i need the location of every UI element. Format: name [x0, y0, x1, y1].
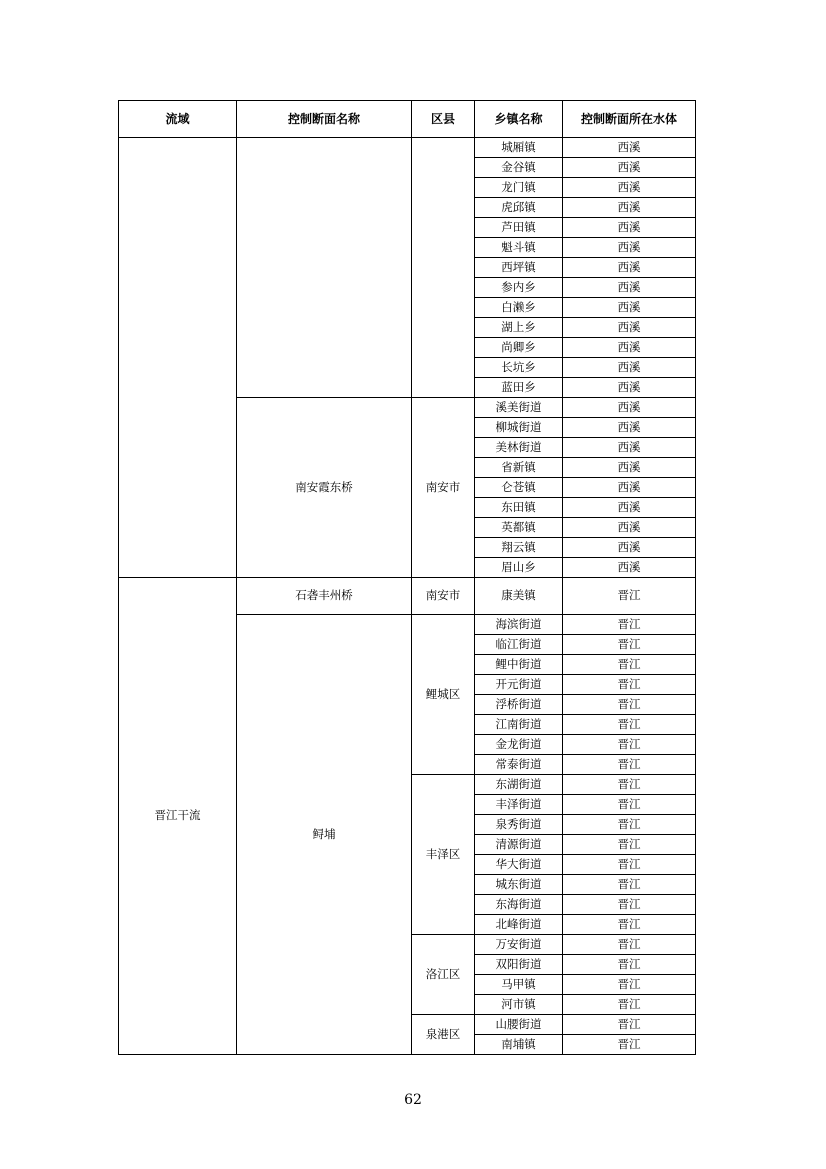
water-cell: 晋江 — [563, 955, 696, 975]
water-cell: 西溪 — [563, 338, 696, 358]
water-cell: 晋江 — [563, 915, 696, 935]
water-cell: 晋江 — [563, 675, 696, 695]
section-cell: 鲟埔 — [237, 615, 412, 1055]
township-cell: 城东街道 — [475, 875, 563, 895]
water-cell: 晋江 — [563, 895, 696, 915]
water-cell: 西溪 — [563, 398, 696, 418]
township-cell: 双阳街道 — [475, 955, 563, 975]
water-cell: 西溪 — [563, 238, 696, 258]
water-cell: 西溪 — [563, 538, 696, 558]
water-cell: 晋江 — [563, 775, 696, 795]
township-cell: 金谷镇 — [475, 158, 563, 178]
township-cell: 浮桥街道 — [475, 695, 563, 715]
township-cell: 城厢镇 — [475, 138, 563, 158]
township-cell: 北峰街道 — [475, 915, 563, 935]
water-cell: 晋江 — [563, 615, 696, 635]
water-cell: 晋江 — [563, 715, 696, 735]
township-cell: 蓝田乡 — [475, 378, 563, 398]
county-cell: 洛江区 — [412, 935, 475, 1015]
water-cell: 西溪 — [563, 318, 696, 338]
header-section: 控制断面名称 — [237, 101, 412, 138]
township-cell: 鲤中街道 — [475, 655, 563, 675]
township-cell: 泉秀街道 — [475, 815, 563, 835]
township-cell: 常泰街道 — [475, 755, 563, 775]
water-cell: 西溪 — [563, 498, 696, 518]
page-number: 62 — [404, 1092, 422, 1108]
township-cell: 虎邱镇 — [475, 198, 563, 218]
water-cell: 晋江 — [563, 578, 696, 615]
header-township: 乡镇名称 — [475, 101, 563, 138]
water-cell: 晋江 — [563, 995, 696, 1015]
township-cell: 开元街道 — [475, 675, 563, 695]
water-cell: 晋江 — [563, 835, 696, 855]
township-cell: 南埔镇 — [475, 1035, 563, 1055]
water-cell: 西溪 — [563, 558, 696, 578]
township-cell: 英都镇 — [475, 518, 563, 538]
water-cell: 晋江 — [563, 855, 696, 875]
water-cell: 西溪 — [563, 138, 696, 158]
county-cell: 鲤城区 — [412, 615, 475, 775]
township-cell: 魁斗镇 — [475, 238, 563, 258]
township-cell: 山腰街道 — [475, 1015, 563, 1035]
township-cell: 海滨街道 — [475, 615, 563, 635]
township-cell: 湖上乡 — [475, 318, 563, 338]
water-cell: 西溪 — [563, 478, 696, 498]
township-cell: 翔云镇 — [475, 538, 563, 558]
water-cell: 晋江 — [563, 815, 696, 835]
table-row — [119, 138, 696, 158]
township-section-table — [118, 100, 696, 1055]
township-cell: 眉山乡 — [475, 558, 563, 578]
water-cell: 晋江 — [563, 755, 696, 775]
water-cell: 西溪 — [563, 218, 696, 238]
township-cell: 省新镇 — [475, 458, 563, 478]
water-cell: 晋江 — [563, 655, 696, 675]
township-cell: 东湖街道 — [475, 775, 563, 795]
water-cell: 晋江 — [563, 935, 696, 955]
township-cell: 金龙街道 — [475, 735, 563, 755]
township-cell: 马甲镇 — [475, 975, 563, 995]
county-cell: 泉港区 — [412, 1015, 475, 1055]
water-cell: 晋江 — [563, 1035, 696, 1055]
county-cell: 丰泽区 — [412, 775, 475, 935]
water-cell: 西溪 — [563, 518, 696, 538]
township-cell: 溪美街道 — [475, 398, 563, 418]
township-cell: 白濑乡 — [475, 298, 563, 318]
water-cell: 西溪 — [563, 418, 696, 438]
township-cell: 华大街道 — [475, 855, 563, 875]
water-cell: 西溪 — [563, 438, 696, 458]
water-cell: 晋江 — [563, 1015, 696, 1035]
township-cell: 河市镇 — [475, 995, 563, 1015]
section-cell: 南安霞东桥 — [237, 398, 412, 578]
township-cell: 尚卿乡 — [475, 338, 563, 358]
county-cell: 南安市 — [412, 398, 475, 578]
water-cell: 晋江 — [563, 735, 696, 755]
water-cell: 晋江 — [563, 975, 696, 995]
water-cell: 西溪 — [563, 158, 696, 178]
water-cell: 西溪 — [563, 458, 696, 478]
county-cell — [412, 138, 475, 398]
township-cell: 芦田镇 — [475, 218, 563, 238]
basin-cell — [119, 138, 237, 578]
basin-cell: 晋江干流 — [119, 578, 237, 1055]
water-cell: 西溪 — [563, 178, 696, 198]
water-cell: 西溪 — [563, 298, 696, 318]
township-cell: 参内乡 — [475, 278, 563, 298]
water-cell: 晋江 — [563, 695, 696, 715]
township-cell: 东田镇 — [475, 498, 563, 518]
township-cell: 美林街道 — [475, 438, 563, 458]
township-cell: 仑苍镇 — [475, 478, 563, 498]
water-cell: 晋江 — [563, 795, 696, 815]
township-cell: 东海街道 — [475, 895, 563, 915]
township-cell: 龙门镇 — [475, 178, 563, 198]
water-cell: 西溪 — [563, 358, 696, 378]
township-cell: 清源街道 — [475, 835, 563, 855]
section-cell: 石砻丰州桥 — [237, 578, 412, 615]
township-cell: 江南街道 — [475, 715, 563, 735]
county-cell: 南安市 — [412, 578, 475, 615]
header-basin: 流域 — [119, 101, 237, 138]
township-cell: 丰泽街道 — [475, 795, 563, 815]
township-cell: 康美镇 — [475, 578, 563, 615]
township-cell: 万安街道 — [475, 935, 563, 955]
table-row — [119, 578, 696, 615]
section-cell — [237, 138, 412, 398]
header-county: 区县 — [412, 101, 475, 138]
table-header-row — [119, 101, 696, 138]
header-water: 控制断面所在水体 — [563, 101, 696, 138]
water-cell: 西溪 — [563, 278, 696, 298]
township-cell: 长坑乡 — [475, 358, 563, 378]
township-cell: 临江街道 — [475, 635, 563, 655]
water-cell: 西溪 — [563, 378, 696, 398]
township-cell: 柳城街道 — [475, 418, 563, 438]
water-cell: 西溪 — [563, 258, 696, 278]
water-cell: 晋江 — [563, 875, 696, 895]
water-cell: 西溪 — [563, 198, 696, 218]
township-cell: 西坪镇 — [475, 258, 563, 278]
water-cell: 晋江 — [563, 635, 696, 655]
